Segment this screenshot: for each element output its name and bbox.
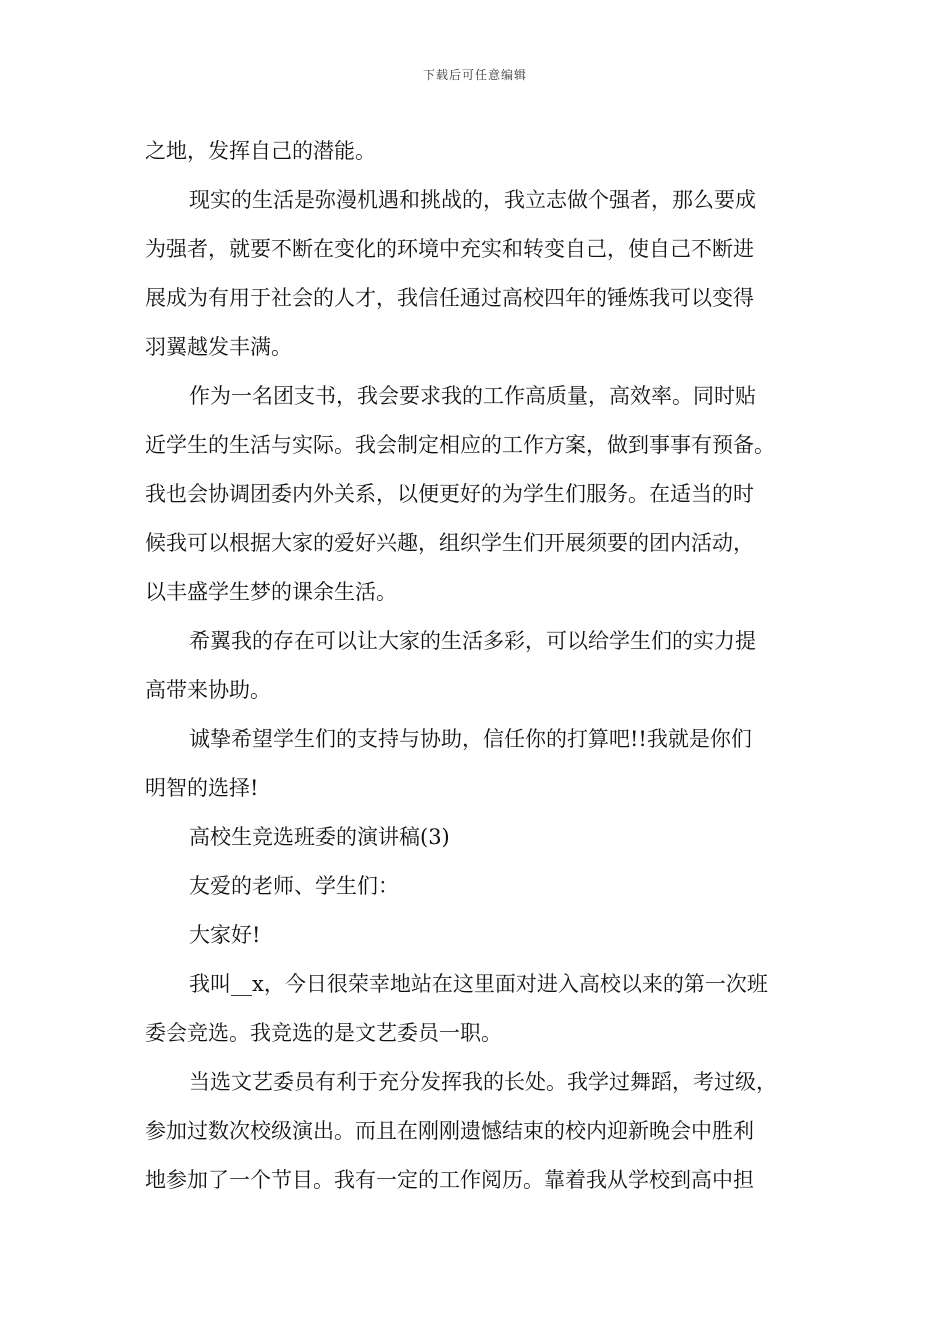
page-header: 下载后可任意编辑 [422, 68, 527, 82]
text-line: 候我可以根据大家的爱好兴趣，组织学生们开展须要的团内活动， [145, 531, 754, 555]
text-line: 地参加了一个节目。我有一定的工作阅历。靠着我从学校到高中担 [145, 1168, 754, 1192]
paragraph-start: 希翼我的存在可以让大家的生活多彩，可以给学生们的实力提 [189, 629, 756, 653]
text-line: 羽翼越发丰满。 [145, 335, 292, 359]
greeting: 大家好! [189, 923, 261, 947]
section-title: 高校生竞选班委的演讲稿(3) [189, 825, 450, 849]
paragraph-start: 作为一名团支书，我会要求我的工作高质量，高效率。同时贴 [189, 384, 756, 408]
paragraph-start: 现实的生活是弥漫机遇和挑战的，我立志做个强者，那么要成 [189, 188, 756, 212]
text-line: 委会竞选。我竞选的是文艺委员一职。 [145, 1021, 502, 1045]
text-line: 参加过数次校级演出。而且在刚刚遗憾结束的校内迎新晚会中胜利 [145, 1119, 754, 1143]
text-line: 为强者，就要不断在变化的环境中充实和转变自己，使自己不断进 [145, 237, 754, 261]
text-line: 以丰盛学生梦的课余生活。 [145, 580, 397, 604]
text-line: 我也会协调团委内外关系，以便更好的为学生们服务。在适当的时 [145, 482, 754, 506]
text-line: 高带来协助。 [145, 678, 271, 702]
paragraph-start: 当选文艺委员有利于充分发挥我的长处。我学过舞蹈，考过级， [189, 1070, 777, 1094]
document-body [145, 128, 815, 1206]
salutation: 友爱的老师、学生们： [189, 874, 399, 898]
paragraph-start: 我叫__x，今日很荣幸地站在这里面对进入高校以来的第一次班 [189, 972, 768, 996]
text-line: 明智的选择! [145, 776, 259, 800]
paragraph-start: 诚挚希望学生们的支持与协助，信任你的打算吧!!我就是你们 [189, 727, 752, 751]
text-line: 之地，发挥自己的潜能。 [145, 139, 376, 163]
text-line: 展成为有用于社会的人才，我信任通过高校四年的锤炼我可以变得 [145, 286, 754, 310]
text-line: 近学生的生活与实际。我会制定相应的工作方案，做到事事有预备。 [145, 433, 775, 457]
